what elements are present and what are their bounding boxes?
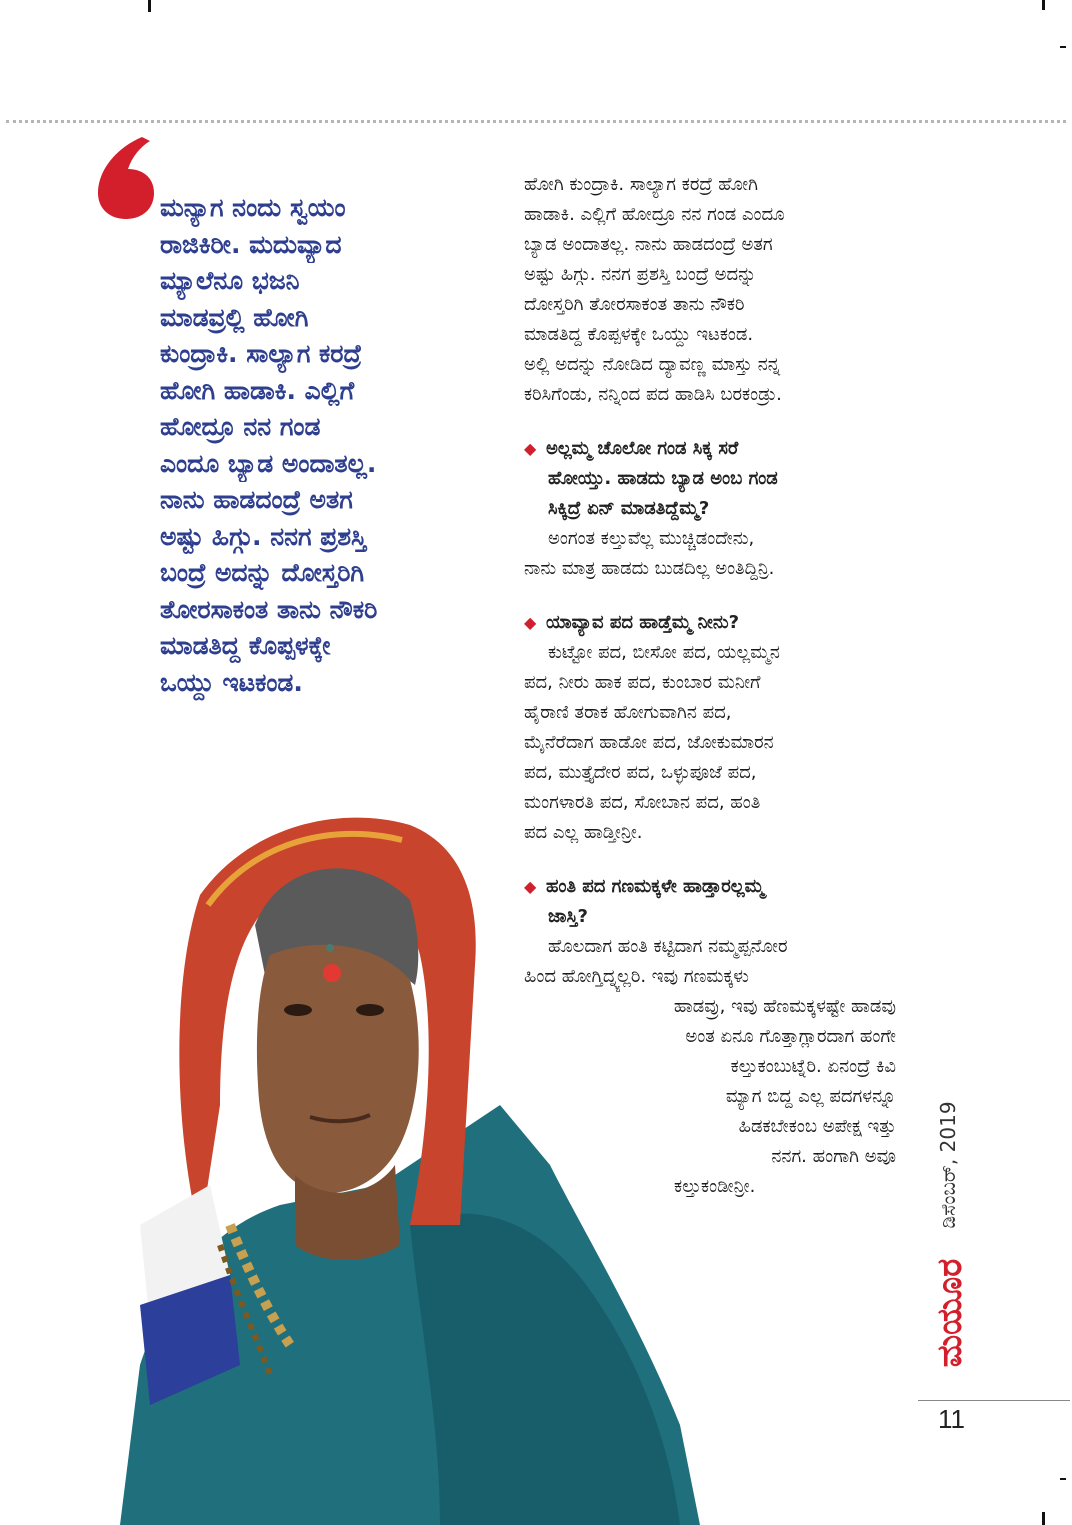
diamond-bullet-icon: ◆ — [524, 613, 537, 632]
quote-mark-icon — [92, 133, 158, 221]
answer-line: ಮಂಗಳಾರತಿ ಪದ, ಸೋಬಾನ ಪದ, ಹಂತಿ — [524, 792, 761, 813]
pull-quote-line: ನಾನು ಹಾಡದಂದ್ರೆ ಅತಗ — [160, 485, 353, 514]
question-text: ಅಲ್ಲಮ್ಮ ಚೊಲೋ ಗಂಡ ಸಿಕ್ಕ ಸರೆ — [546, 438, 739, 459]
question-line — [524, 434, 896, 464]
qa-block — [524, 434, 896, 584]
crop-mark — [1060, 1478, 1066, 1480]
pull-quote-line: ಎಂದೂ ಬ್ಯಾಡ ಅಂದಾತಲ್ಲ. — [160, 448, 377, 478]
pull-quote-line: ಕುಂದ್ರಾಕಿ. ಸಾಲ್ಯಾಗ ಕರದ್ರೆ — [160, 339, 362, 368]
diamond-bullet-icon: ◆ — [524, 439, 537, 458]
masthead-text: ಮಯೂರ — [930, 1258, 970, 1368]
crop-mark — [1042, 1512, 1045, 1525]
answer-line: ಹೊಲದಾಗ ಹಂತಿ ಕಟ್ಟಿದಾಗ ನಮ್ಮಪ್ಪನೋರ — [548, 936, 788, 957]
pull-quote-line: ಒಯ್ದು ಇಟಕಂಡ. — [160, 667, 303, 697]
question-text: ಯಾವ್ಯಾವ ಪದ ಹಾಡ್ತೆಮ್ಮ ನೀನು? — [546, 612, 740, 633]
answer-line: ಮೈನೆರೆದಾಗ ಹಾಡೋ ಪದ, ಜೋಕುಮಾರನ — [524, 732, 774, 753]
dotted-divider — [6, 120, 1066, 123]
answer-line: ಹಿಡಕಬೇಕಂಬ ಅಪೇಕ್ಷ ಇತ್ತು — [738, 1116, 896, 1137]
pull-quote-line: ಮ್ಯಾಲೆನೂ ಭಜನಿ — [160, 266, 300, 295]
pull-quote-line: ಮಾಡವ್ರಲ್ಲಿ ಹೋಗಿ — [160, 302, 309, 332]
body-line: ಅಲ್ಲಿ ಅದನ್ನು ನೋಡಿದ ದ್ಯಾವಣ್ಣ ಮಾಸ್ತು ನನ್ನ — [524, 354, 781, 375]
question-line: ಜಾಸ್ತಿ? — [548, 906, 588, 927]
page-number: 11 — [938, 1404, 965, 1434]
body-line: ಹಾಡಾಕಿ. ಎಲ್ಲಿಗೆ ಹೋದ್ರೂ ನನ ಗಂಡ ಎಂದೂ — [524, 204, 785, 225]
answer-line: ಕಲ್ತುಕಂಬುಟ್ನೆರಿ. ಏನಂದ್ರೆ ಕಿವಿ — [730, 1056, 896, 1077]
pull-quote-line: ಮಾಡತಿದ್ದ ಕೊಪ್ಪಳಕ್ಕೇ — [160, 631, 331, 660]
body-line: ಹೋಗಿ ಕುಂದ್ರಾಕಿ. ಸಾಲ್ಯಾಗ ಕರದ್ರೆ ಹೋಗಿ — [524, 174, 758, 195]
question-line: ಹೋಯ್ತು. ಹಾಡದು ಬ್ಯಾಡ ಅಂಬ ಗಂಡ — [548, 468, 778, 489]
answer-line: ಪದ, ಮುತ್ತೈದೇರ ಪದ, ಒಳ್ಳುಪೂಜೆ ಪದ, — [524, 762, 757, 783]
answer-line: ಪದ, ನೀರು ಹಾಕ ಪದ, ಕುಂಬಾರ ಮನೀಗೆ — [524, 672, 761, 693]
pull-quote-line: ಹೋಗಿ ಹಾಡಾಕಿ. ಎಲ್ಲಿಗೆ — [160, 375, 355, 405]
page-number-rule — [918, 1400, 1070, 1401]
question-line: ಸಿಕ್ಕಿದ್ರೆ ಏನ್ ಮಾಡತಿದ್ದೆಮ್ಮ? — [548, 498, 710, 519]
answer-line: ನನಗ. ಹಂಗಾಗಿ ಅವೂ — [771, 1146, 896, 1167]
answer-line: ಹೈರಾಣಿ ತರಾಕ ಹೋಗುವಾಗಿನ ಪದ, — [524, 702, 732, 723]
pull-quote-line: ಅಷ್ಟು ಹಿಗ್ಗು. ನನಗ ಪ್ರಶಸ್ತಿ — [160, 521, 367, 551]
qa-block — [524, 608, 896, 848]
intro-paragraph — [524, 170, 896, 410]
answer-line: ನಾನು ಮಾತ್ರ ಹಾಡದು ಬುಡದಿಲ್ಲ ಅಂತಿದ್ದಿನ್ರಿ. — [524, 558, 775, 579]
answer-line: ಪದ ಎಲ್ಲ ಹಾಡ್ತೀನ್ರೀ. — [524, 822, 643, 843]
body-line: ಮಾಡತಿದ್ದ ಕೊಪ್ಪಳಕ್ಕೇ ಒಯ್ದು ಇಟಕಂಡ. — [524, 324, 754, 345]
issue-date-text: ಡಿಸೆಂಬರ್, 2019 — [936, 1101, 960, 1229]
answer-line: ಮ್ಯಾಗ ಬಿದ್ದ ಎಲ್ಲ ಪದಗಳನ್ನೂ — [725, 1086, 896, 1107]
pull-quote-line: ರಾಜಿಕಿರೀ. ಮದುವ್ಯಾದ — [160, 229, 342, 259]
answer-line: ಅಂತ ಏನೂ ಗೊತ್ತಾಗ್ಲಾರದಾಗ ಹಂಗೇ — [685, 1026, 896, 1047]
pull-quote-line: ಹೋದ್ರೂ ನನ ಗಂಡ — [160, 412, 321, 441]
qa-block — [524, 872, 896, 1202]
diamond-bullet-icon: ◆ — [524, 877, 537, 896]
pull-quote-line: ತೋರಸಾಕಂತ ತಾನು ನೌಕರಿ — [160, 594, 378, 624]
crop-mark — [1060, 46, 1066, 48]
question-text: ಹಂತಿ ಪದ ಗಣಮಕ್ಕಳೇ ಹಾಡ್ತಾರಲ್ಲಮ್ಮ — [546, 876, 765, 897]
crop-mark — [148, 0, 151, 12]
question-line — [524, 872, 896, 902]
answer-line: ಕುಟ್ಟೋ ಪದ, ಬೀಸೋ ಪದ, ಯಲ್ಲಮ್ಮನ — [548, 642, 780, 663]
article-column — [524, 170, 896, 1226]
answer-line: ಹಾಡವ್ರು, ಇವು ಹೆಣಮಕ್ಕಳಷ್ಟೇ ಹಾಡವು — [673, 996, 896, 1017]
pull-quote-line: ಬಂದ್ರೆ ಅದನ್ನು ದೋಸ್ತರಿಗಿ — [160, 558, 365, 587]
answer-line: ಹಿಂದ ಹೋಗ್ತಿದ್ನ್ಯಲ್ಲರಿ. ಇವು ಗಣಮಕ್ಕಳು — [524, 966, 749, 987]
answer-line: ಅಂಗಂತ ಕಲ್ತುವೆಲ್ಲ ಮುಚ್ಚಿಡಂದೇನು, — [548, 528, 755, 549]
body-line: ದೋಸ್ತರಿಗಿ ತೋರಸಾಕಂತ ತಾನು ನೌಕರಿ — [524, 294, 745, 315]
body-line: ಕರಿಸಿಗೆಂಡು, ನನ್ನಿಂದ ಪದ ಹಾಡಿಸಿ ಬರಕಂಡ್ರು. — [524, 384, 782, 405]
answer-line: ಕಲ್ತುಕಂಡೀನ್ರೀ. — [674, 1176, 756, 1197]
issue-date — [928, 1090, 968, 1240]
crop-mark — [1042, 0, 1045, 10]
question-line — [524, 608, 896, 638]
body-line: ಅಷ್ಟು ಹಿಗ್ಗು. ನನಗ ಪ್ರಶಸ್ತಿ ಬಂದ್ರೆ ಅದನ್ನು — [524, 264, 757, 285]
masthead-logo — [926, 1238, 974, 1388]
pull-quote — [160, 190, 460, 701]
body-line: ಬ್ಯಾಡ ಅಂದಾತಲ್ಲ. ನಾನು ಹಾಡದಂದ್ರೆ ಅತಗ — [524, 234, 773, 255]
pull-quote-line: ಮನ್ಯಾಗ ನಂದು ಸ್ವಯಂ — [160, 193, 346, 222]
